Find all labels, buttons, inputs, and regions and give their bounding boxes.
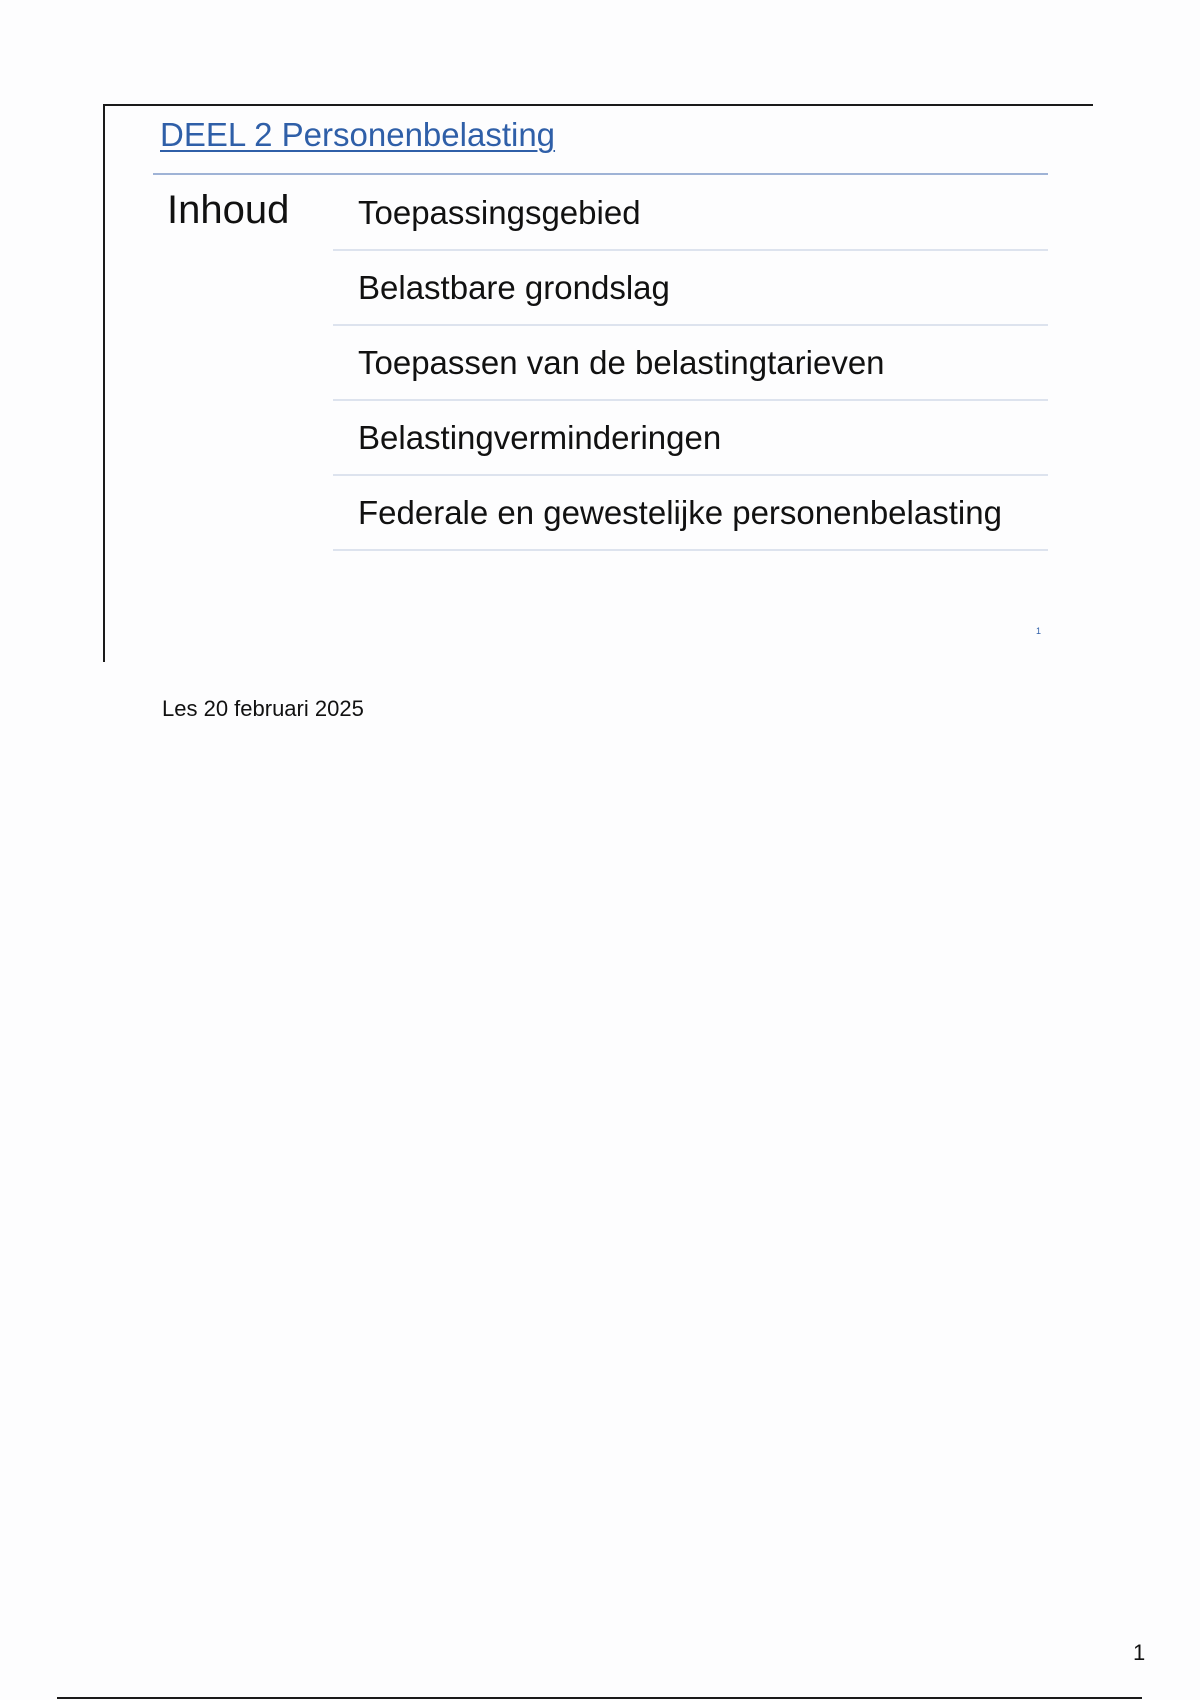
toc-item: Toepassen van de belastingtarieven <box>333 326 1048 401</box>
slide-number: 1 <box>1036 626 1042 636</box>
page-number: 1 <box>1133 1640 1146 1665</box>
title-divider <box>153 173 1048 175</box>
section-label: Inhoud <box>167 188 290 232</box>
slide-title: DEEL 2 Personenbelasting <box>160 116 556 153</box>
toc-item: Belastingverminderingen <box>333 401 1048 476</box>
footer-divider <box>57 1697 1142 1699</box>
table-of-contents <box>333 176 1048 551</box>
toc-item: Federale en gewestelijke personenbelasting <box>333 476 1048 551</box>
lesson-date-note: Les 20 februari 2025 <box>162 696 364 721</box>
toc-item: Belastbare grondslag <box>333 251 1048 326</box>
toc-item: Toepassingsgebied <box>333 176 1048 251</box>
slide-thumbnail <box>103 104 1093 662</box>
